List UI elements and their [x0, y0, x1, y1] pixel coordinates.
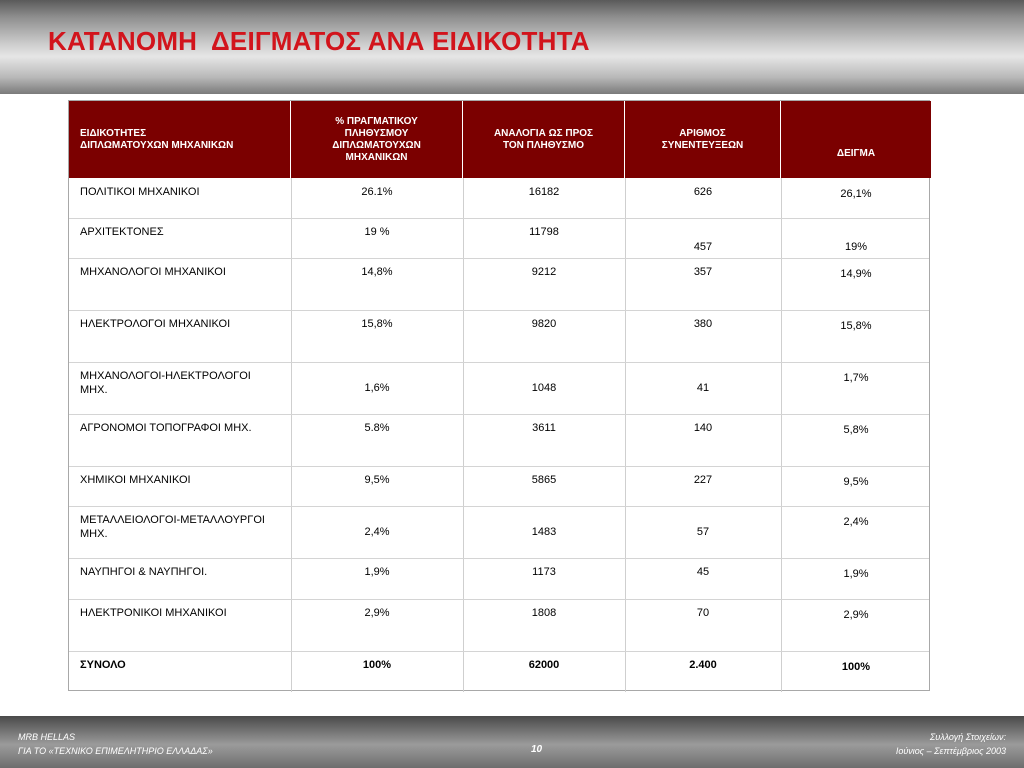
- header-interviews-count: [625, 101, 780, 178]
- header-line: ΔΙΠΛΩΜΑΤΟΥΧΩΝ: [332, 139, 421, 151]
- cell-population-ratio: 16182: [528, 186, 560, 198]
- specialty-line: ΜΗΧΑΝΟΛΟΓΟΙ-ΗΛΕΚΤΡΟΛΟΓΟΙ: [80, 370, 251, 382]
- total-row: [69, 651, 931, 692]
- cell-real-population-pct: 1,9%: [364, 566, 390, 578]
- cell-sample: 1,7%: [843, 372, 869, 384]
- cell-interviews-count: 2.400: [689, 659, 717, 671]
- header-line: ΜΗΧΑΝΙΚΩΝ: [345, 151, 408, 163]
- page-title: ΚΑΤΑΝΟΜΗ ΔΕΙΓΜΑΤΟΣ ΑΝΑ ΕΙΔΙΚΟΤΗΤΑ: [48, 26, 590, 56]
- header-sample: [781, 101, 931, 178]
- header-line: ΕΙΔΙΚΟΤΗΤΕΣ: [80, 127, 147, 139]
- header-line: ΔΙΠΛΩΜΑΤΟΥΧΩΝ ΜΗΧΑΝΙΚΩΝ: [80, 139, 234, 151]
- cell-specialty: [80, 473, 285, 487]
- slide-footer-band: [0, 716, 1024, 768]
- table-row: [69, 414, 931, 466]
- cell-specialty: [80, 421, 285, 435]
- cell-interviews-count: 57: [696, 526, 710, 538]
- specialty-line: ΑΓΡΟΝΟΜΟΙ ΤΟΠΟΓΡΑΦΟΙ ΜΗΧ.: [80, 422, 252, 434]
- specialty-line: ΝΑΥΠΗΓΟΙ & ΝΑΥΠΗΓΟΙ.: [80, 566, 208, 578]
- table-row: [69, 466, 931, 506]
- cell-real-population-pct: 2,9%: [364, 607, 390, 619]
- table-row: [69, 258, 931, 310]
- page-number: 10: [531, 744, 543, 755]
- footer-collection-period: Ιούνιος – Σεπτέμβριος 2003: [895, 746, 1006, 756]
- cell-population-ratio: 3611: [532, 422, 556, 434]
- table-row: [69, 558, 931, 599]
- cell-real-population-pct: 14,8%: [361, 266, 393, 278]
- header-line: ΠΛΗΘΥΣΜΟΥ: [344, 127, 409, 139]
- cell-specialty: [80, 565, 285, 579]
- cell-real-population-pct: 19 %: [364, 226, 390, 238]
- specialty-line: ΗΛΕΚΤΡΟΛΟΓΟΙ ΜΗΧΑΝΙΚΟΙ: [80, 318, 231, 330]
- cell-interviews-count: 41: [696, 382, 710, 394]
- specialty-line: ΜΗΧΑΝΟΛΟΓΟΙ ΜΗΧΑΝΙΚΟΙ: [80, 266, 226, 278]
- cell-population-ratio: 1483: [531, 526, 557, 538]
- cell-real-population-pct: 26.1%: [361, 186, 393, 198]
- header-line: ΑΡΙΘΜΟΣ: [679, 127, 726, 139]
- cell-population-ratio: 62000: [528, 659, 560, 671]
- table-row: [69, 178, 931, 218]
- cell-interviews-count: 457: [693, 241, 713, 253]
- specialty-line: ΜΗΧ.: [80, 384, 108, 396]
- cell-population-ratio: 1048: [531, 382, 557, 394]
- cell-real-population-pct: 5.8%: [364, 422, 390, 434]
- cell-specialty: [80, 369, 285, 397]
- cell-sample: 19%: [844, 241, 868, 253]
- cell-population-ratio: 9212: [531, 266, 557, 278]
- cell-population-ratio: 1173: [532, 566, 556, 578]
- cell-specialty: [80, 606, 285, 620]
- specialty-line: ΧΗΜΙΚΟΙ ΜΗΧΑΝΙΚΟΙ: [80, 474, 191, 486]
- sample-distribution-table: [68, 100, 930, 691]
- cell-interviews-count: 357: [693, 266, 713, 278]
- cell-real-population-pct: 15,8%: [361, 318, 393, 330]
- table-row: [69, 506, 931, 558]
- table-row: [69, 362, 931, 414]
- specialty-line: ΜΕΤΑΛΛΕΙΟΛΟΓΟΙ-ΜΕΤΑΛΛΟΥΡΓΟΙ: [80, 514, 265, 526]
- cell-sample: 9,5%: [843, 476, 869, 488]
- footer-collection-label: Συλλογή Στοιχείων:: [929, 732, 1006, 742]
- header-line: ΤΟΝ ΠΛΗΘΥΣΜΟ: [502, 139, 585, 151]
- cell-sample: 14,9%: [840, 268, 872, 280]
- header-population-ratio: [463, 101, 624, 178]
- specialty-line: ΠΟΛΙΤΙΚΟΙ ΜΗΧΑΝΙΚΟΙ: [80, 186, 200, 198]
- cell-specialty: [80, 658, 285, 672]
- header-line: % ΠΡΑΓΜΑΤΙΚΟΥ: [335, 115, 418, 127]
- cell-population-ratio: 9820: [531, 318, 557, 330]
- cell-specialty: [80, 513, 285, 541]
- cell-sample: 26,1%: [840, 188, 872, 200]
- cell-sample: 100%: [841, 661, 871, 673]
- cell-sample: 5,8%: [843, 424, 869, 436]
- cell-population-ratio: 11798: [529, 226, 559, 238]
- cell-specialty: [80, 185, 285, 199]
- header-real-population-pct: [291, 101, 462, 178]
- table-row: [69, 310, 931, 362]
- cell-population-ratio: 5865: [531, 474, 557, 486]
- cell-interviews-count: 380: [693, 318, 713, 330]
- cell-population-ratio: 1808: [531, 607, 557, 619]
- footer-client: ΓΙΑ ΤΟ «ΤΕΧΝΙΚΟ ΕΠΙΜΕΛΗΤΗΡΙΟ ΕΛΛΑΔΑΣ»: [18, 746, 213, 756]
- cell-interviews-count: 626: [693, 186, 713, 198]
- cell-specialty: [80, 225, 285, 239]
- table-row: [69, 218, 931, 258]
- header-line: ΑΝΑΛΟΓΙΑ ΩΣ ΠΡΟΣ: [493, 127, 594, 139]
- cell-real-population-pct: 1,6%: [364, 382, 390, 394]
- specialty-line: ΣΥΝΟΛΟ: [80, 659, 126, 671]
- cell-interviews-count: 227: [693, 474, 713, 486]
- header-specialties: [69, 101, 290, 178]
- header-line: ΣΥΝΕΝΤΕΥΞΕΩΝ: [661, 139, 744, 151]
- specialty-line: ΜΗΧ.: [80, 528, 108, 540]
- cell-interviews-count: 140: [693, 422, 713, 434]
- table-row: [69, 599, 931, 651]
- cell-sample: 2,4%: [843, 516, 869, 528]
- cell-interviews-count: 45: [696, 566, 710, 578]
- cell-interviews-count: 70: [696, 607, 710, 619]
- footer-left-text: [18, 730, 213, 758]
- specialty-line: ΗΛΕΚΤΡΟΝΙΚΟΙ ΜΗΧΑΝΙΚΟΙ: [80, 607, 227, 619]
- header-line: ΔΕΙΓΜΑ: [836, 148, 876, 159]
- specialty-line: ΑΡΧΙΤΕΚΤΟΝΕΣ: [80, 226, 164, 238]
- cell-specialty: [80, 265, 285, 279]
- cell-specialty: [80, 317, 285, 331]
- cell-real-population-pct: 100%: [362, 659, 392, 671]
- cell-real-population-pct: 2,4%: [364, 526, 390, 538]
- footer-company: MRB HELLAS: [18, 732, 76, 742]
- cell-real-population-pct: 9,5%: [364, 474, 390, 486]
- cell-sample: 2,9%: [843, 609, 869, 621]
- cell-sample: 15,8%: [840, 320, 872, 332]
- cell-sample: 1,9%: [843, 568, 869, 580]
- footer-right-text: [896, 730, 1006, 758]
